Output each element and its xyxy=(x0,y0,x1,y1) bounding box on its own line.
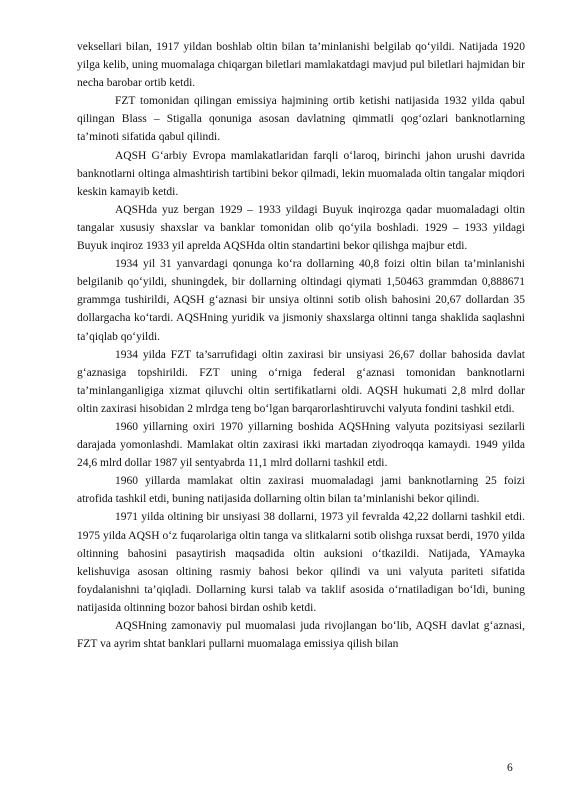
paragraph-7: 1960 yillarning oxiri 1970 yillarning boshida AQSHning valyuta pozitsiyasi sezilarli darajada yomonlashdi. Mamlakat oltin zaxirasi ikki martadan ziyodroqqa kamaydi. 1949 yilda 24,6 mlrd dollar 1987 yil sentyabrda 11,1 mlrd dollarni tashkil etdi. xyxy=(77,420,525,470)
paragraph-10: AQSHning zamonaviy pul muomalasi juda rivojlangan bo‘lib, AQSH davlat g‘aznasi, FZT va ayrim shtat banklari pullarni muomalaga emissiya qilish bilan xyxy=(77,620,525,651)
paragraph-6: 1934 yilda FZT ta’sarrufidagi oltin zaxirasi bir unsiyasi 26,67 dollar bahosida davlat g‘aznasiga topshirildi. FZT uning o‘rniga federal g‘aznasi tomonidan banknotlarni ta’minlanganligiga xizmat qiluvchi oltin sertifikatlarni oldi. AQSH hukumati 2,8 mlrd dollar oltin zaxirasi hisobidan 2 mlrdga teng bo‘lgan barqarorlashtiruvchi valyuta fondini tashkil etdi. xyxy=(77,348,525,415)
paragraph-8: 1960 yillarda mamlakat oltin zaxirasi muomaladagi jami banknotlarning 25 foizi atrofida tashkil etdi, buning natijasida dollarning oltin bilan ta’minlanishi bekor qilindi. xyxy=(77,475,525,506)
paragraph-1: veksellari bilan, 1917 yildan boshlab oltin bilan ta’minlanishi belgilab qo‘yildi. Natijada 1920 yilga kelib, uning muomalaga chiqargan biletlari mamlakatdagi mavjud pul biletlari hajmidan bir necha barobar ortib ketdi. xyxy=(77,41,525,90)
paragraph-2: FZT tomonidan qilingan emissiya hajmining ortib ketishi natijasida 1932 yilda qabul qilingan Blass – Stigalla qonuniga asosan davlatning qimmatli qog‘ozlari banknotlarning ta’minoti sifatida qabul qilindi. xyxy=(77,95,525,144)
paragraph-4: AQSHda yuz bergan 1929 – 1933 yildagi Buyuk inqirozga qadar muomaladagi oltin tangalar xususiy shaxslar va banklar tomonidan olib qo‘yila boshladi. 1929 – 1933 yildagi Buyuk inqiroz 1933 yil aprelda AQSHda oltin standartini bekor qilishga majbur etdi. xyxy=(77,203,525,253)
paragraph-5: 1934 yil 31 yanvardagi qonunga ko‘ra dollarning 40,8 foizi oltin bilan ta’minlanishi belgilanib qo‘yildi, shuningdek, bir dollarning oltindagi qiymati 1,50463 grammdan 0,888671 grammga tushirildi, AQSH g‘aznasi bir unsiya oltinni sotib olish bahosini 20,67 dollardan 35 dollargacha ko‘tardi. AQSHning yuridik va jismoniy shaxslarga oltinni tanga shaklida saqlashni ta’qiqlab qo‘yildi. xyxy=(77,258,525,343)
paragraph-3: AQSH G‘arbiy Evropa mamlakatlaridan farqli o‘laroq, birinchi jahon urushi davrida banknotlarni oltinga almashtirish tartibini bekor qilmadi, lekin muomalada oltin tangalar miqdori keskin kamayib ketdi. xyxy=(77,149,525,198)
page-number: 6 xyxy=(507,762,513,774)
page-body xyxy=(77,38,525,653)
paragraph-9: 1971 yilda oltining bir unsiyasi 38 dollarni, 1973 yil fevralda 42,22 dollarni tashkil etdi. 1975 yilda AQSH o‘z fuqarolariga oltin tanga va slitkalarni sotib olishga ruxsat berdi, 1970 yilda oltinning bahosini pasaytirish maqsadida oltin auksioni o‘tkazildi. Natijada, YAmayka kelishuviga asosan oltining rasmiy bahosi bekor qilindi va uni valyuta pariteti sifatida foydalanishni ta’qiqladi. Dollarning kursi talab va taklif asosida o‘rnatiladigan bo‘ldi, buning natijasida oltinning bozor bahosi birdan oshib ketdi. xyxy=(77,511,525,614)
